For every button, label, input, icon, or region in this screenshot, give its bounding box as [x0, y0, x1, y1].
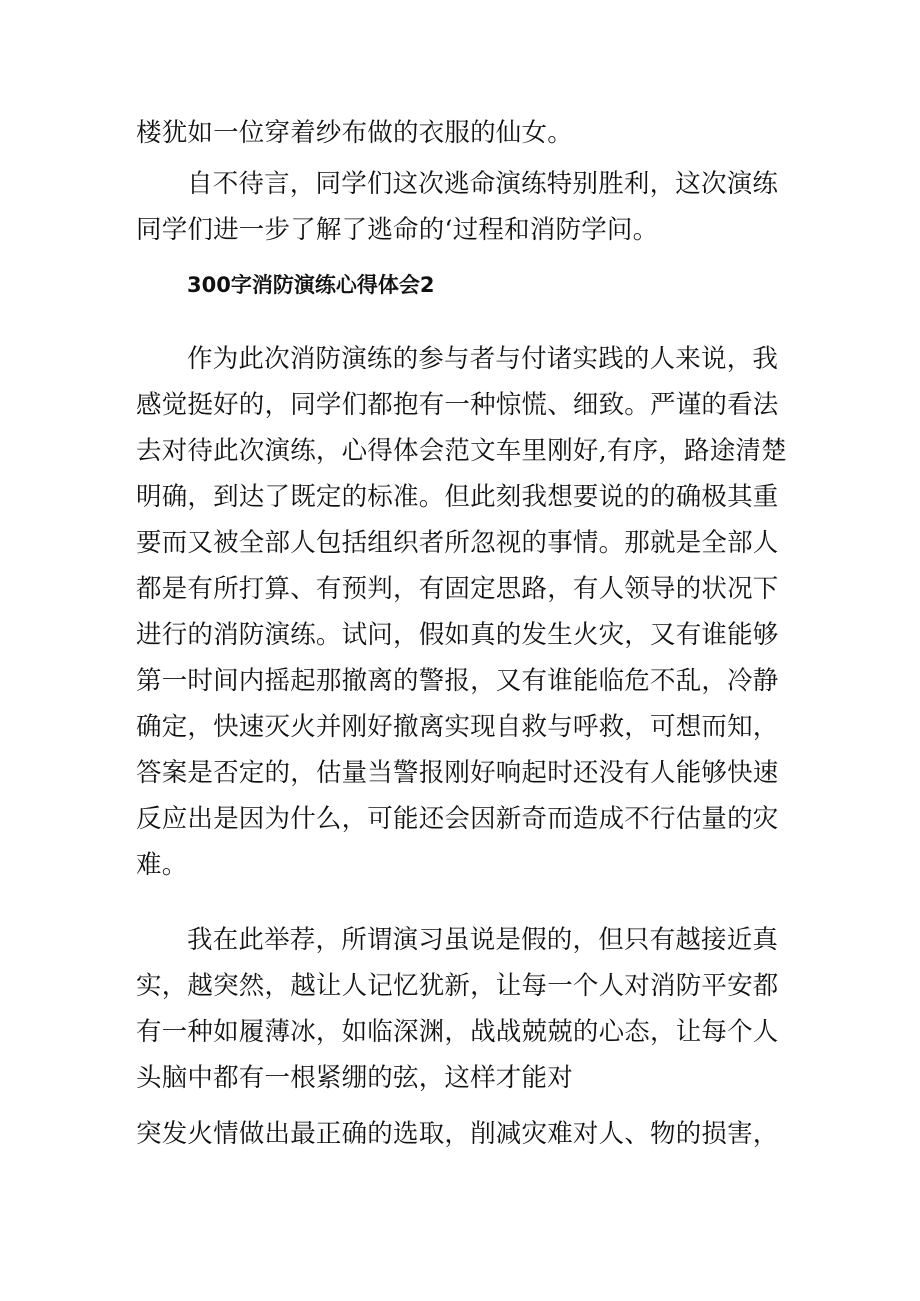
text-line: 去对待此次演练，心得体会范文车里刚好,有序，路途清楚: [136, 436, 787, 466]
section-heading: 300字消防演练心得体会2: [187, 273, 435, 297]
paragraph-start-line: 作为此次消防演练的参与者与付诸实践的人来说，我: [187, 344, 779, 374]
text-line: 难。: [136, 850, 188, 880]
text-line: 都是有所打算、有预判，有固定思路，有人领导的状况下: [136, 574, 779, 604]
text-line: 要而又被全部人包括组织者所忽视的事情。那就是全部人: [136, 528, 779, 558]
text-line: 确定，快速灭火并刚好撤离实现自救与呼救，可想而知，: [136, 712, 779, 742]
paragraph-start-line: 自不待言，同学们这次逃命演练特别胜利，这次演练: [187, 169, 779, 199]
text-line: 突发火情做出最正确的选取，削减灾难对人、物的损害，: [136, 1119, 779, 1149]
text-line: 楼犹如一位穿着纱布做的衣服的仙女。: [136, 118, 573, 148]
paragraph-start-line: 我在此举荐，所谓演习虽说是假的，但只有越接近真: [187, 925, 779, 955]
text-line: 第一时间内摇起那撤离的警报，又有谁能临危不乱，冷静: [136, 666, 779, 696]
text-line: 有一种如履薄冰，如临深渊，战战兢兢的心态，让每个人: [136, 1017, 779, 1047]
text-line: 头脑中都有一根紧绷的弦，这样才能对: [136, 1063, 573, 1093]
text-line: 反应出是因为什么，可能还会因新奇而造成不行估量的灾: [136, 804, 779, 834]
text-line: 答案是否定的，估量当警报刚好响起时还没有人能够快速: [136, 758, 779, 788]
text-line: 实，越突然，越让人记忆犹新，让每一个人对消防平安都: [136, 971, 779, 1001]
text-line: 同学们进一步了解了逃命的‘过程和消防学问。: [136, 215, 659, 245]
text-line: 感觉挺好的，同学们都抱有一种惊慌、细致。严谨的看法: [136, 390, 779, 420]
text-line: 明确，到达了既定的标准。但此刻我想要说的的确极其重: [136, 482, 779, 512]
text-line: 进行的消防演练。试问，假如真的发生火灾，又有谁能够: [136, 620, 779, 650]
